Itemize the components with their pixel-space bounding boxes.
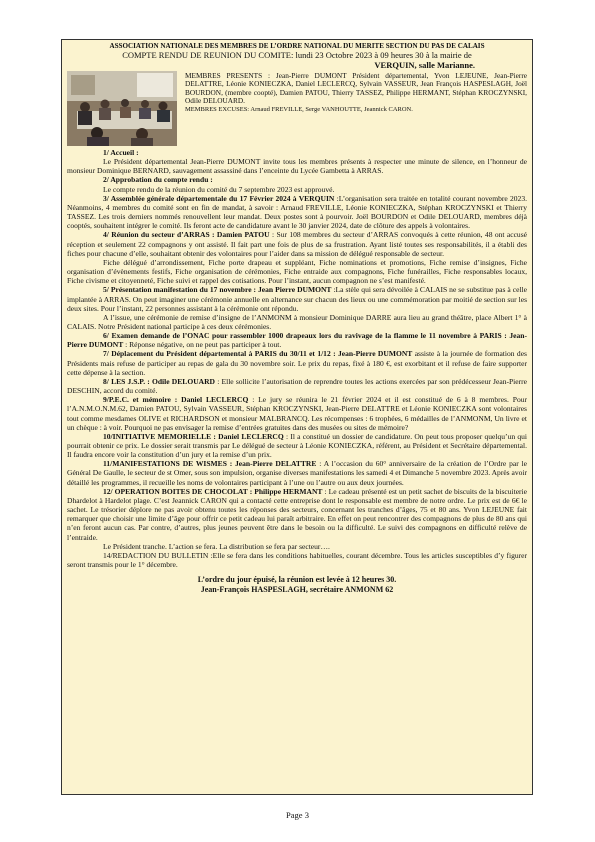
meeting-photo-image [67, 71, 177, 146]
section-11-text: : A l’occasion du 60° anniversaire de la création de l’Ordre par le Général De Gaulle, le secteur de st Omer, sous son impulsion, organise diverses manifestations les samedi 4 et Dimanche 5 novembre 2023. Après avoir détaillé les programmes, il recueille les noms de volontaires participant à l’une ou l’autre ou aux deux journées. [67, 459, 528, 487]
section-5-text: :La stèle qui sera dévoilée à CALAIS ne se substitue pas à celle implantée à ARRAS. On peut imaginer une cérémonie annuelle en alternance sur chacun des lieux ou une commémoration par moitié de section sur les deux sites. Pour l’instant, 22 personnes assistant à la cérémonie ont répondu. [67, 285, 527, 313]
section-5 [67, 285, 527, 312]
section-9-text: : Le jury se réunira le 21 février 2024 et il est constitué de 6 à 8 membres. Pour l’A.N.M.O.N.M.62, Damien PATOU, Sylvain VASSEUR, Stéphan KROCZYNSKI, Jean-Pierre DELATTRE et Léonie KONIECZKA sont volontaires tout comme mesdames OLIVE et RICHARDSON et monsieur MALBRANCQ. Les récompenses : 6 trophées, 6 médailles de l’ANMONM, Un livre et un chèque : à voir. Pourquoi ne pas envisager la remise d’entrées gratuites dans des musées ou sites de mémoire? [67, 395, 527, 432]
section-4-text: : Sur 108 membres du secteur d’ARRAS convoqués à cette réunion, 48 ont accusé réception et seulement 22 compagnons y ont assisté. Il fait part une fois de plus de sa frustration. Ayant listé toutes ses responsabilités, il a établi des fiches pour chacune d’elle, souhaitant obtenir des volontaires pour l’aider dans sa mission de délégué responsable de secteur. [67, 230, 527, 258]
section-10 [67, 432, 527, 459]
section-10-text: : Il a constitué un dossier de candidature. On peut tous proposer quelqu’un qui pourrait obtenir ce prix. Le dossier serait transmis par Le délégué de secteur à Léonie KONIECZKA, référent, au Président et Secrétaire départemental. Il faudra encore voir la constitution d’un jury et la remise d’un prix. [67, 431, 527, 460]
intro-row [67, 71, 527, 146]
meeting-photo [67, 71, 177, 146]
section-3-title: 3/ Assemblée générale départementale du 17 Février 2024 à VERQUIN [103, 193, 335, 203]
section-12-title: 12/ OPERATION BOITES DE CHOCOLAT : Philippe HERMANT [103, 486, 323, 496]
report-heading: COMPTE RENDU DE REUNION DU COMITE: lundi 23 Octobre 2023 à 09 heures 30 à la mairie de [122, 50, 472, 60]
section-4-fiches: Fiche délégué d’arrondissement, Fiche porte drapeau et suppléant, Fiche nominations et promotions, Fiche remise d’insignes, Fiche organisation d’évènements festifs, Fiche organisation de cérémonies, Fiche entraide aux compagnons, Fiche funérailles, Fiche responsables locaux, Fiche civisme et citoyenneté, Fiche suivi et rappel des cotisations. Pour l’instant, aucun compagnon ne s’est manifesté. [67, 257, 527, 286]
closing-block [67, 575, 527, 594]
section-3-text: :L’organisation sera traitée en totalité courant novembre 2023. Néanmoins, 4 membres du comité sont en fin de mandat, à savoir : Arnaud FREVILLE, Léonie KONIECZKA, Stéphan KROCZYNSKI et Thierry TASSEZ. Les trois derniers nommés renouvellent leur mandat. Deux postes sont à pourvoir. Joël BOURDON et Odile DELOUARD, membres déjà cooptés, souhaitent intégrer le comité. Ils feront acte de candidature avant le 30 janvier 2024, date de clôture des appels à volontaires. [67, 193, 527, 231]
section-11-title: 11/MANIFESTATIONS DE WISMES : Jean-Pierre DELATTRE [103, 459, 317, 469]
section-3 [67, 194, 527, 231]
members-excused: MEMBRES EXCUSES: Arnaud FREVILLE, Serge VANHOUTTE, Jeannick CARON. [185, 105, 413, 113]
section-5-title: 5/ Présentation manifestation du 17 novembre : Jean Pierre DUMONT [103, 285, 332, 295]
section-2-text: Le compte rendu de la réunion du comité du 7 septembre 2023 est approuvé. [103, 184, 335, 194]
section-9 [67, 395, 527, 432]
section-9-title: 9/P.E.C. et mémoire : Daniel LECLERCQ [103, 395, 249, 405]
section-4 [67, 230, 527, 257]
section-12-text: : Le cadeau présenté est un petit sachet de biscuits de la biscuiterie Dhardelot à Hardelot plage. C’est Jeannick CARON qui a contacté cette entreprise dont le responsable est membre de notre ordre. Le prix est de 6€ le sachet. Le trésorier déplore ne pas avoir obtenu toutes les réponses des secteurs, concernant les tranches d’âges, 75 et 80 ans. Yvon LEJEUNE fait remarquer que choisir une limite d’âge pour offrir ce petit cadeau lui paraît arbitraire. En effet on peut rencontrer des compagnons de plus de 80 ans qui n’en feront aucun cas. Par contre, d’autres, plus jeunes peuvent être dans le besoin ou la difficulté. Le suivi des compagnons en difficulté relève de l’entraide. [67, 486, 528, 542]
section-7-title: 7/ Déplacement du Président départemental à PARIS du 30/11 et 1/12 : Jean-Pierre DUMONT [103, 349, 413, 359]
section-6-title: 6/ Examen demande de l’ONAC pour rassembler 1000 drapeaux lors du ravivage de la flamme le 11 novembre à PARIS : Jean-Pierre DUMONT [67, 331, 527, 350]
section-1-text: Le Président départemental Jean-Pierre DUMONT invite tous les membres présents à respecter une minute de silence, en l’honneur de monsieur Dominique BERNARD, sauvagement assassiné dans l’enceinte du Lycée Gambetta à ARRAS. [67, 157, 527, 176]
minutes-body [67, 148, 527, 569]
section-7 [67, 349, 527, 376]
section-6-text: : Réponse négative, on ne peut pas participer à tout. [125, 340, 282, 350]
section-8-text: : Elle sollicite l’autorisation de reprendre toutes les actions exercées par son prédécesseur Jean-Pierre DESCHIN, accord du comité. [67, 376, 527, 396]
section-8-title: 8/ LES J.S.P. : Odile DELOUARD [103, 376, 215, 386]
section-10-title: 10/INITIATIVE MEMORIELLE : Daniel LECLERCQ [103, 431, 284, 441]
attendance-block [185, 71, 527, 146]
section-5-continued: A l’issue, une cérémonie de remise d’insigne de l’ANMONM à monsieur Dominique DARRE aura lieu au grand théâtre, place Albert 1° à CALAIS. Notre Président national participe à ces deux cérémonies. [67, 312, 527, 331]
association-heading: ASSOCIATION NATIONALE DES MEMBRES DE L’ORDRE NATIONAL DU MERITE SECTION DU PAS DE CALAIS [109, 42, 485, 50]
section-12 [67, 487, 527, 542]
page-number: Page 3 [286, 810, 309, 820]
section-7-text: assiste à la journée de formation des Présidents mais refuse de participer au repas de gala du 30 novembre soir. Le prix du repas, fixé à 180 €, est exorbitant et il refuse de faire supporter cette dépense à la section. [67, 349, 527, 377]
closing-statement: L’ordre du jour épuisé, la réunion est levée à 12 heures 30. [197, 575, 397, 585]
section-4-title: 4/ Réunion du secteur d’ARRAS : Damien PATOU [103, 230, 270, 240]
section-12-decision: Le Président tranche. L’action se fera. La distribution se fera par secteur…. [103, 541, 330, 551]
section-8 [67, 377, 527, 395]
section-14: 14/REDACTION DU BULLETIN :Elle se fera dans les conditions habituelles, courant décembre. Tous les articles susceptibles d’y figurer seront transmis pour le 1° décembre. [67, 550, 527, 570]
section-6 [67, 331, 527, 349]
members-present: MEMBRES PRESENTS : Jean-Pierre DUMONT Président départemental, Yvon LEJEUNE, Jean-Pierre DELATTRE, Léonie KONIECZKA, Daniel LECLERCQ, Sylvain VASSEUR, Jean François HASPESLAGH, Joël BOURDON, (membre coopté), Damien PATOU, Thierry TASSEZ, Philippe HERMANT, Stéphan KROCZYNSKI, Odile DELOUARD. [185, 71, 527, 106]
newsletter-page-frame [61, 39, 533, 795]
location-heading: VERQUIN, salle Marianne. [374, 59, 475, 70]
section-11 [67, 459, 527, 486]
section-2-title: 2/ Approbation du compte rendu : [103, 175, 213, 185]
section-1-title: 1/ Accueil : [103, 148, 139, 157]
secretary-signature: Jean-François HASPESLAGH, secrétaire ANMONM 62 [200, 584, 394, 594]
